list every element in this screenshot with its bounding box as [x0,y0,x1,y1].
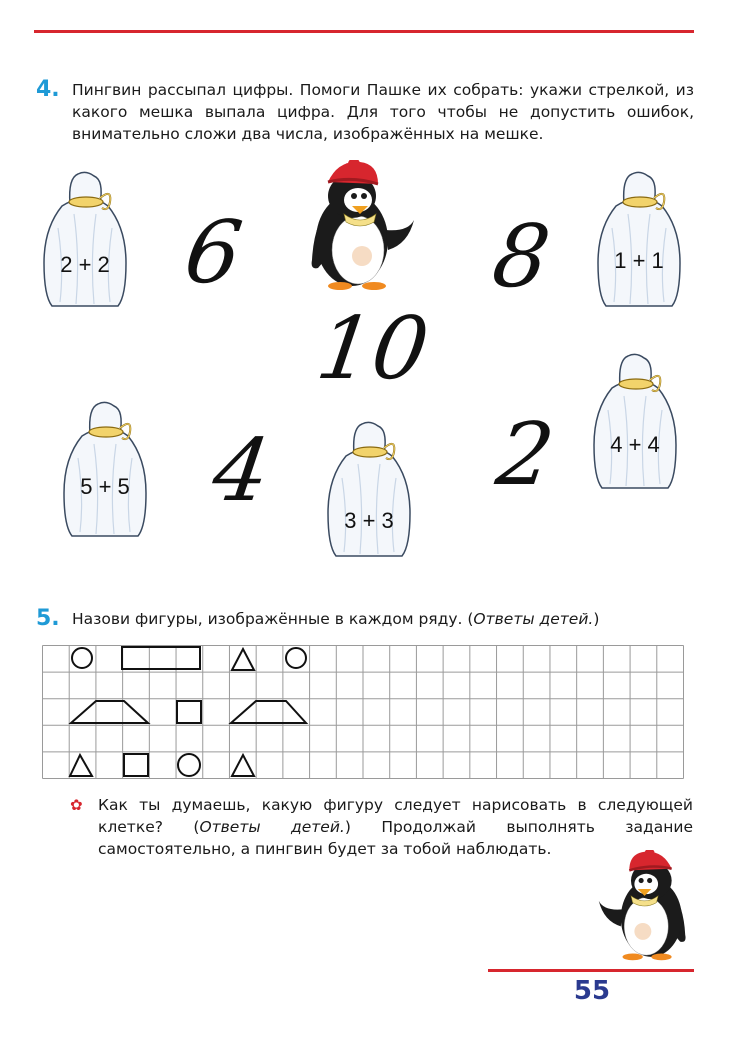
circle-shape [178,754,200,776]
bottom-rule [488,969,694,972]
trapezoid-shape [71,701,148,723]
triangle-shape [232,755,254,776]
square-shape [124,754,148,776]
bag-label: 3 + 3 [344,508,394,533]
bag-icon [40,168,130,308]
task-5-text [72,608,694,630]
triangle-shape [70,755,92,776]
digit-8[interactable]: 8 [486,207,556,307]
penguin-illustration-small [592,850,692,966]
shapes-grid[interactable] [42,645,684,779]
task-5-number: 5. [36,606,60,631]
digit-4[interactable]: 4 [206,421,276,521]
task-5-text-a: Назови фигуры, изображённые в каждом ряду. ( [72,610,474,628]
trapezoid-shape [231,701,306,723]
flower-bullet-icon: ✿ [70,796,83,814]
square-shape [177,701,201,723]
task-5-text-b: ) [593,610,600,628]
bag-label: 2 + 2 [60,252,110,277]
bag-1-plus-1[interactable] [594,168,684,308]
bullet-text-italic: Ответы детей. [199,818,345,836]
circle-shape [72,648,92,668]
task-5-text-italic: Ответы детей. [473,610,594,628]
bullet-text-a: Как ты думаешь, какую фигуру следует нарисовать в следующей клетке? ( [98,796,693,836]
page-number: 55 [573,976,611,1006]
top-rule [34,30,694,33]
bag-icon [594,168,684,308]
circle-shape [286,648,306,668]
penguin-illustration [304,160,422,296]
bag-4-plus-4[interactable] [590,350,680,490]
rectangle-shape [122,647,200,669]
bag-icon [590,350,680,490]
bag-icon [60,398,150,538]
triangle-shape [232,649,254,670]
penguin-icon [592,850,692,962]
bag-label: 1 + 1 [614,248,664,273]
penguin-icon [304,160,422,292]
task-4-text: Пингвин рассыпал цифры. Помоги Пашке их собрать: укажи стрелкой, из какого мешка выпала цифра. Для того чтобы не допустить ошибок, внимательно сложи два числа, изображённых на мешке. [72,81,694,143]
bag-label: 5 + 5 [80,474,130,499]
digit-6[interactable]: 6 [178,203,248,303]
task-4-number: 4. [36,77,60,102]
digit-10[interactable]: 10 [310,299,435,399]
digit-2[interactable]: 2 [490,405,560,505]
bag-3-plus-3[interactable] [324,418,414,558]
bag-2-plus-2[interactable] [40,168,130,308]
bag-icon [324,418,414,558]
bullet-text-b: ) Продолжай выполнять задание самостоятельно, а пингвин будет за тобой наблюдать. [98,818,694,858]
bag-5-plus-5[interactable] [60,398,150,538]
bag-label: 4 + 4 [610,432,660,457]
